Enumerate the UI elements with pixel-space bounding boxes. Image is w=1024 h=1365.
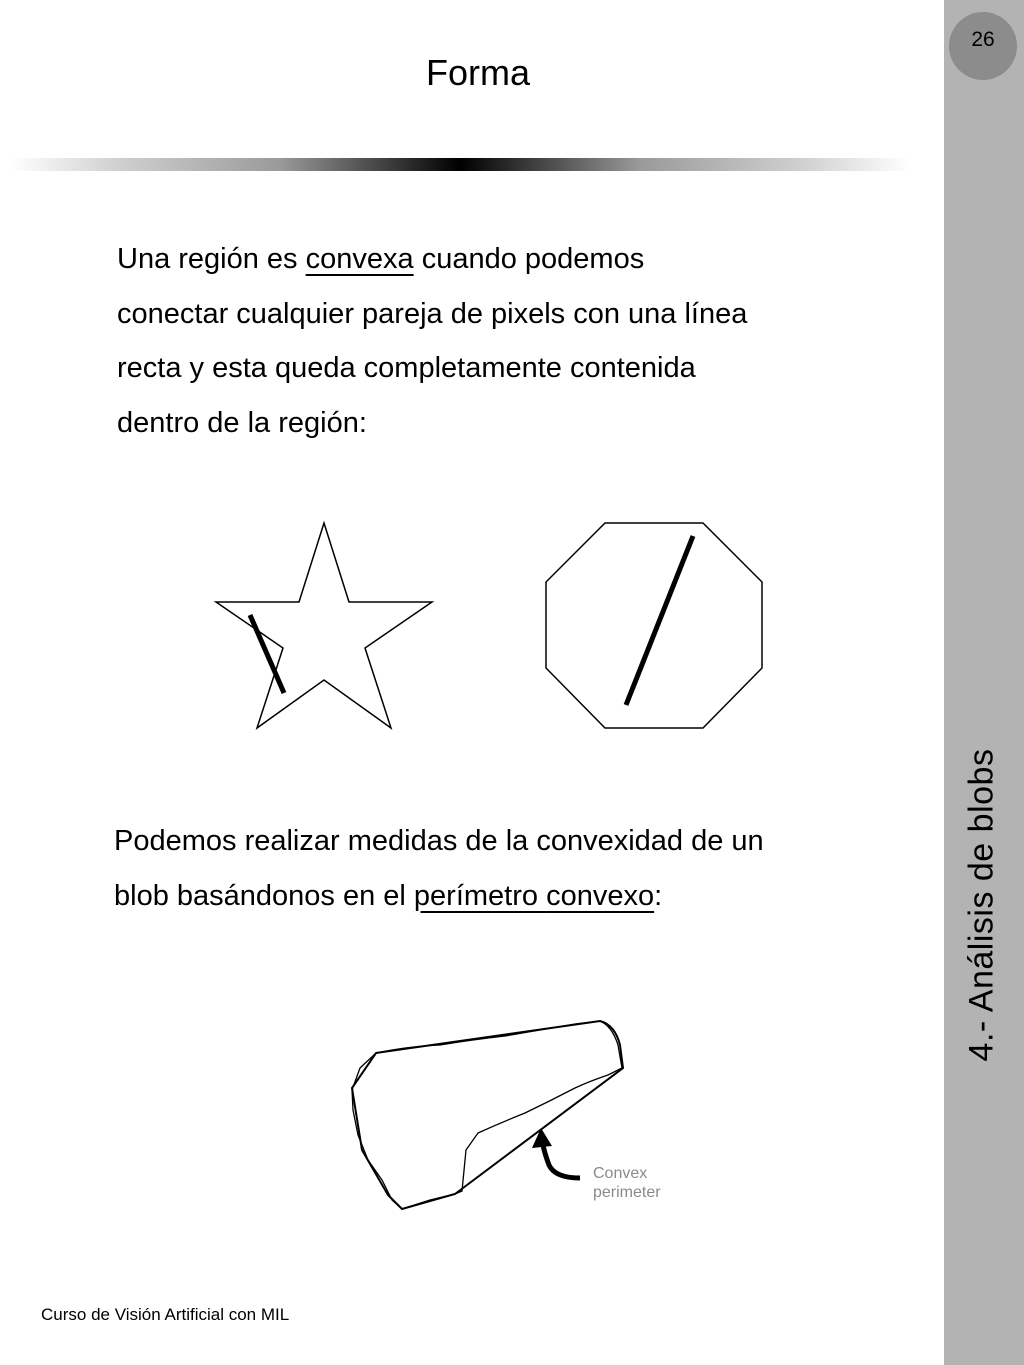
page-number-badge	[949, 12, 1017, 80]
convex-perimeter-outline	[352, 1021, 623, 1209]
page-number: 26	[971, 28, 995, 51]
convex-label-line2: perimeter	[593, 1184, 661, 1201]
convex-label-line1: Convex	[593, 1165, 648, 1182]
perimeter-text-end: :	[654, 879, 663, 912]
term-perimetro: perímetro	[413, 879, 547, 912]
perimeter-text-start: Podemos realizar medidas de la convexidad de un blob basándonos en el	[114, 825, 764, 912]
term-convexa: convexa	[305, 243, 414, 275]
octagon-shape	[546, 523, 762, 728]
term-convexo: convexo	[546, 879, 655, 912]
footer-course-name: Curso de Visión Artificial con MIL	[41, 1305, 290, 1324]
slide-title: Forma	[425, 52, 530, 93]
octagon-test-segment	[626, 536, 693, 705]
arrow-head-icon	[532, 1128, 552, 1148]
convex-perimeter-text	[114, 814, 764, 923]
star-shape	[216, 523, 432, 728]
star-test-segment	[250, 615, 284, 693]
section-label: 4.- Análisis de blobs	[962, 748, 1001, 1062]
definition-text-start: Una región es	[117, 243, 306, 275]
definition-text-end: cuando podemos conectar cualquier pareja de pixels con una línea recta y esta queda completamente contenida dentro de la región:	[117, 243, 748, 439]
blob-shape	[352, 1021, 622, 1209]
sidebar-bar	[944, 0, 1024, 1365]
